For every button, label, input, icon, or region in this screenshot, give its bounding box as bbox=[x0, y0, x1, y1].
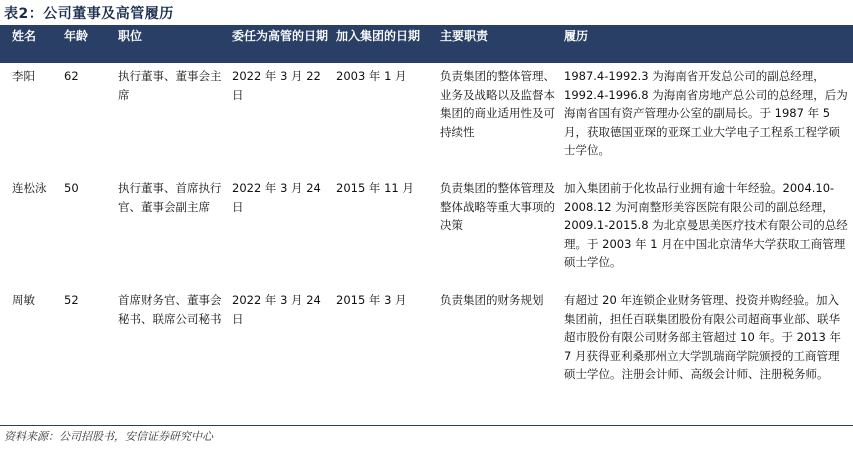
header-appointed: 委任为高管的日期 bbox=[228, 27, 332, 63]
cell-position: 执行董事、首席执行官、董事会副主席 bbox=[118, 181, 222, 214]
header-bio: 履历 bbox=[560, 27, 853, 63]
cell-joined: 2015 年 11 月 bbox=[336, 181, 414, 195]
cell-appointed: 2022 年 3 月 24 日 bbox=[228, 287, 332, 425]
source-note: 资料来源：公司招股书，安信证券研究中心 bbox=[4, 430, 213, 443]
table-row bbox=[0, 287, 853, 425]
cell-age: 62 bbox=[64, 69, 79, 83]
cell-duties: 负责集团的整体管理、业务及战略以及监督本集团的商业适用性及可持续性 bbox=[440, 69, 555, 139]
header-row bbox=[0, 27, 853, 63]
cell-name: 周敏 bbox=[0, 287, 60, 425]
executive-table bbox=[0, 27, 853, 426]
cell-duties: 负责集团的整体管理及整体战略等重大事项的决策 bbox=[440, 181, 555, 232]
header-duties: 主要职责 bbox=[436, 27, 560, 63]
cell-joined: 2003 年 1 月 bbox=[336, 69, 407, 83]
header-joined: 加入集团的日期 bbox=[332, 27, 436, 63]
header-age: 年龄 bbox=[60, 27, 114, 63]
cell-duties: 负责集团的财务规划 bbox=[436, 287, 560, 425]
cell-appointed: 2022 年 3 月 22 日 bbox=[232, 69, 321, 102]
cell-position: 执行董事、董事会主席 bbox=[118, 69, 222, 102]
header-position: 职位 bbox=[114, 27, 228, 63]
cell-age: 52 bbox=[60, 287, 114, 425]
cell-bio: 加入集团前于化妆品行业拥有逾十年经验。2004.10-2008.12 为河南整形美容医院有限公司的副总经理，2009.1-2015.8 为北京曼思美医疗技术有限公司的总经理。于 2003 年 1 月在中国北京清华大学获取工商管理硕士学位。 bbox=[564, 181, 848, 269]
cell-appointed: 2022 年 3 月 24 日 bbox=[232, 181, 321, 214]
cell-name: 李阳 bbox=[12, 69, 35, 83]
cell-position: 首席财务官、董事会秘书、联席公司秘书 bbox=[114, 287, 228, 425]
cell-bio: 有超过 20 年连锁企业财务管理、投资并购经验。加入集团前，担任百联集团股份有限公司超商事业部、联华超市股份有限公司财务部主管超过 10 年。于 2013 年 7 月获得亚利桑那州立大学凯瑞商学院颁授的工商管理硕士学位。注册会计师、高级会计师、注册税务师。 bbox=[560, 287, 853, 425]
table-title: 表2：公司董事及高管履历 bbox=[4, 6, 174, 22]
cell-age: 50 bbox=[64, 181, 79, 195]
table-row bbox=[0, 63, 853, 175]
header-name: 姓名 bbox=[0, 27, 60, 63]
cell-joined: 2015 年 3 月 bbox=[332, 287, 436, 425]
table-row bbox=[0, 175, 853, 287]
cell-bio: 1987.4-1992.3 为海南省开发总公司的副总经理，1992.4-1996.8 为海南省房地产总公司的总经理，后为海南省国有资产管理办公室的副局长。于 1987 年 5 月，获取德国亚琛的亚琛工业大学电子工程系工程学硕士学位。 bbox=[564, 69, 848, 157]
cell-name: 连松泳 bbox=[12, 181, 47, 195]
